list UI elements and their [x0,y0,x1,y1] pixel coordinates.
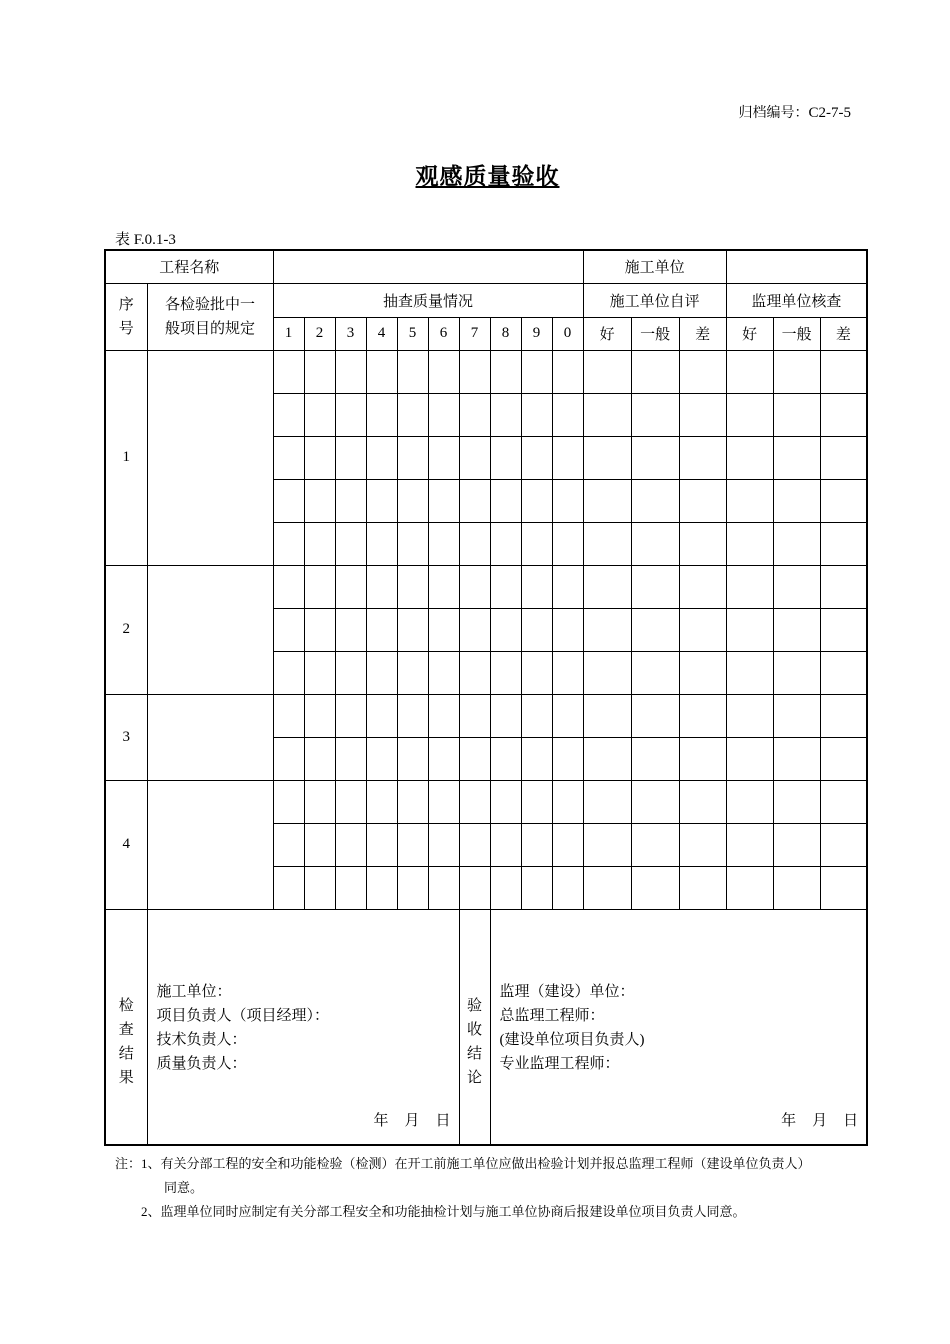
sample-cell[interactable] [366,608,397,651]
sample-cell[interactable] [490,823,521,866]
sample-cell[interactable] [335,522,366,565]
rating-cell[interactable] [631,608,679,651]
group-item-cell[interactable] [147,694,273,780]
rating-cell[interactable] [726,393,773,436]
sample-cell[interactable] [490,393,521,436]
sample-cell[interactable] [552,823,583,866]
table-row [105,350,867,393]
acceptance-char: 论 [467,1069,483,1086]
rating-cell[interactable] [820,522,867,565]
sample-cell[interactable] [335,608,366,651]
sample-cell[interactable] [273,350,304,393]
item-label-1: 各检验批中一 [165,296,256,313]
sample-cell[interactable] [304,780,335,823]
rating-cell[interactable] [631,393,679,436]
sample-cell[interactable] [428,694,459,737]
rating-cell[interactable] [583,479,631,522]
acceptance-label [459,909,490,1145]
check-char: 查 [118,1021,134,1038]
sample-cell[interactable] [459,694,490,737]
sample-cell[interactable] [335,780,366,823]
rating-cell[interactable] [726,350,773,393]
sample-cell[interactable] [366,651,397,694]
self-normal: 一般 [631,317,679,350]
sample-cell[interactable] [459,780,490,823]
month-label: 月 [404,1113,420,1129]
note-2: 2、监理单位同时应制定有关分部工程安全和功能抽检计划与施工单位协商后报建设单位项目负责人同意。 [141,1204,746,1219]
sample-cell[interactable] [304,522,335,565]
group-item-cell[interactable] [147,780,273,909]
construction-unit-label: 施工单位 [583,250,726,283]
rating-cell[interactable] [820,780,867,823]
sample-cell[interactable] [335,393,366,436]
group-item-cell[interactable] [147,565,273,694]
sample-cell[interactable] [428,651,459,694]
group-seq: 3 [105,694,147,780]
rating-cell[interactable] [820,479,867,522]
sample-cell[interactable] [335,565,366,608]
sample-cell[interactable] [521,479,552,522]
sample-cell[interactable] [521,608,552,651]
sample-cell[interactable] [552,350,583,393]
seq-header [105,283,147,350]
rating-cell[interactable] [726,651,773,694]
sample-cell[interactable] [521,866,552,909]
day-label: 日 [843,1113,859,1129]
seq-label-2: 号 [118,320,134,337]
rating-cell[interactable] [820,436,867,479]
rating-cell[interactable] [679,866,726,909]
rating-cell[interactable] [726,866,773,909]
sample-cell[interactable] [335,350,366,393]
sample-col: 2 [304,317,335,350]
sample-cell[interactable] [273,479,304,522]
rating-cell[interactable] [679,522,726,565]
rating-cell[interactable] [726,565,773,608]
month-label: 月 [812,1113,828,1129]
sample-cell[interactable] [490,694,521,737]
table-row [105,694,867,737]
sample-cell[interactable] [459,737,490,780]
sample-cell[interactable] [521,694,552,737]
rating-cell[interactable] [773,866,820,909]
sample-cell[interactable] [521,823,552,866]
rating-cell[interactable] [631,479,679,522]
sample-cell[interactable] [273,565,304,608]
rating-cell[interactable] [631,866,679,909]
rating-cell[interactable] [820,393,867,436]
sample-cell[interactable] [490,737,521,780]
rating-cell[interactable] [679,737,726,780]
sample-cell[interactable] [459,608,490,651]
sample-cell[interactable] [273,393,304,436]
sample-cell[interactable] [521,565,552,608]
sample-cell[interactable] [273,436,304,479]
rating-cell[interactable] [820,866,867,909]
sample-col: 3 [335,317,366,350]
rating-cell[interactable] [773,780,820,823]
rating-cell[interactable] [679,694,726,737]
sample-cell[interactable] [490,436,521,479]
rating-cell[interactable] [631,823,679,866]
sample-cell[interactable] [273,522,304,565]
chief-engineer-sign: 总监理工程师： [499,1007,605,1024]
sample-cell[interactable] [459,393,490,436]
project-manager-sign: 项目负责人（项目经理）： [156,1007,330,1024]
archive-value: C2-7-5 [808,105,851,121]
sample-cell[interactable] [397,436,428,479]
rating-cell[interactable] [679,350,726,393]
sample-cell[interactable] [428,393,459,436]
sample-cell[interactable] [428,522,459,565]
rating-cell[interactable] [726,479,773,522]
sample-cell[interactable] [397,522,428,565]
sample-cell[interactable] [397,565,428,608]
sample-cell[interactable] [304,350,335,393]
archive-label: 归档编号： [738,105,809,121]
sample-cell[interactable] [304,651,335,694]
sample-cell[interactable] [304,737,335,780]
rating-cell[interactable] [679,823,726,866]
rating-cell[interactable] [726,694,773,737]
self-poor: 差 [679,317,726,350]
sample-cell[interactable] [552,565,583,608]
sample-cell[interactable] [397,737,428,780]
rating-cell[interactable] [773,350,820,393]
sample-cell[interactable] [552,651,583,694]
sample-cell[interactable] [521,737,552,780]
sample-cell[interactable] [490,479,521,522]
rating-cell[interactable] [773,436,820,479]
sample-cell[interactable] [304,479,335,522]
sample-cell[interactable] [304,393,335,436]
sample-cell[interactable] [335,694,366,737]
acceptance-char: 验 [467,997,483,1014]
sample-cell[interactable] [521,350,552,393]
group-item-cell[interactable] [147,350,273,565]
sample-col: 0 [552,317,583,350]
check-result-block[interactable] [147,909,459,1145]
sample-cell[interactable] [490,866,521,909]
sample-cell[interactable] [490,651,521,694]
sample-cell[interactable] [397,479,428,522]
specialist-engineer-sign: 专业监理工程师： [499,1055,620,1072]
sample-cell[interactable] [366,780,397,823]
sample-cell[interactable] [521,522,552,565]
sample-cell[interactable] [273,823,304,866]
note-1-cont: 同意。 [164,1180,204,1195]
rating-cell[interactable] [820,608,867,651]
sample-cell[interactable] [521,393,552,436]
sample-cell[interactable] [366,565,397,608]
sample-cell[interactable] [459,565,490,608]
acceptance-char: 结 [467,1045,483,1062]
rating-cell[interactable] [679,565,726,608]
sample-header: 抽查质量情况 [273,283,583,317]
sample-cell[interactable] [273,651,304,694]
rating-cell[interactable] [583,608,631,651]
rating-cell[interactable] [583,565,631,608]
rating-cell[interactable] [631,350,679,393]
acceptance-block[interactable] [490,909,867,1145]
check-date [357,1109,450,1130]
tech-lead-sign: 技术负责人： [156,1031,247,1048]
sample-cell[interactable] [273,866,304,909]
rating-cell[interactable] [773,479,820,522]
table-code: 表 F.0.1-3 [115,232,176,248]
owner-lead-sign: (建设单位项目负责人) [499,1031,645,1048]
sample-cell[interactable] [273,737,304,780]
construction-unit-sign: 施工单位： [156,983,232,1000]
item-label-2: 般项目的规定 [165,320,256,337]
group-seq: 2 [105,565,147,694]
supervision-unit-sign: 监理（建设）单位： [499,983,635,1000]
sample-cell[interactable] [428,350,459,393]
sample-cell[interactable] [459,479,490,522]
sample-cell[interactable] [304,436,335,479]
sample-cell[interactable] [366,694,397,737]
rating-cell[interactable] [583,393,631,436]
rating-cell[interactable] [820,694,867,737]
group-seq: 4 [105,780,147,909]
supervisor-header: 监理单位核查 [726,283,867,317]
day-label: 日 [435,1113,451,1129]
sample-cell[interactable] [428,436,459,479]
sample-cell[interactable] [397,823,428,866]
sample-cell[interactable] [428,608,459,651]
year-label: 年 [781,1113,797,1129]
sample-cell[interactable] [366,737,397,780]
inspection-form [104,249,868,1146]
sample-cell[interactable] [304,694,335,737]
sample-col: 4 [366,317,397,350]
rating-cell[interactable] [773,608,820,651]
rating-cell[interactable] [631,565,679,608]
rating-cell[interactable] [679,479,726,522]
rating-cell[interactable] [820,350,867,393]
self-eval-header: 施工单位自评 [583,283,726,317]
rating-cell[interactable] [773,565,820,608]
sample-cell[interactable] [366,436,397,479]
check-char: 结 [118,1045,134,1062]
sample-cell[interactable] [428,479,459,522]
self-good: 好 [583,317,631,350]
sample-cell[interactable] [552,479,583,522]
sample-cell[interactable] [366,350,397,393]
sample-cell[interactable] [397,651,428,694]
construction-unit-field[interactable] [726,250,867,283]
sample-cell[interactable] [552,522,583,565]
rating-cell[interactable] [726,780,773,823]
sample-cell[interactable] [552,393,583,436]
sample-cell[interactable] [335,737,366,780]
rating-cell[interactable] [726,823,773,866]
sample-cell[interactable] [428,565,459,608]
rating-cell[interactable] [583,694,631,737]
page-title: 观感质量验收 [415,164,560,190]
year-label: 年 [373,1113,389,1129]
rating-cell[interactable] [773,823,820,866]
sample-cell[interactable] [397,350,428,393]
rating-cell[interactable] [631,436,679,479]
sample-cell[interactable] [490,522,521,565]
sample-cell[interactable] [459,651,490,694]
sample-cell[interactable] [552,866,583,909]
sup-normal: 一般 [773,317,820,350]
rating-cell[interactable] [631,522,679,565]
sample-cell[interactable] [552,737,583,780]
sample-cell[interactable] [397,694,428,737]
sample-cell[interactable] [552,436,583,479]
rating-cell[interactable] [773,522,820,565]
rating-cell[interactable] [583,866,631,909]
sample-cell[interactable] [335,479,366,522]
sample-cell[interactable] [490,608,521,651]
rating-cell[interactable] [583,350,631,393]
seq-label-1: 序 [118,296,134,313]
acceptance-date [765,1109,858,1130]
sample-cell[interactable] [552,694,583,737]
sample-cell[interactable] [428,737,459,780]
sample-cell[interactable] [273,608,304,651]
archive-number [739,102,852,122]
acceptance-char: 收 [467,1021,483,1038]
sample-cell[interactable] [273,694,304,737]
sample-cell[interactable] [521,651,552,694]
sample-cell[interactable] [397,780,428,823]
sample-cell[interactable] [366,823,397,866]
project-name-label: 工程名称 [105,250,273,283]
sup-poor: 差 [820,317,867,350]
sample-col: 1 [273,317,304,350]
sample-cell[interactable] [304,608,335,651]
sample-cell[interactable] [366,866,397,909]
rating-cell[interactable] [679,780,726,823]
sample-cell[interactable] [304,823,335,866]
sample-cell[interactable] [459,436,490,479]
sample-cell[interactable] [335,866,366,909]
sample-cell[interactable] [428,866,459,909]
sample-cell[interactable] [521,436,552,479]
quality-lead-sign: 质量负责人： [156,1055,247,1072]
rating-cell[interactable] [820,565,867,608]
sample-cell[interactable] [428,823,459,866]
rating-cell[interactable] [773,651,820,694]
sample-cell[interactable] [335,436,366,479]
rating-cell[interactable] [679,608,726,651]
table-row [105,565,867,608]
rating-cell[interactable] [820,737,867,780]
rating-cell[interactable] [631,737,679,780]
rating-cell[interactable] [726,737,773,780]
project-name-field[interactable] [273,250,583,283]
sample-cell[interactable] [366,479,397,522]
sample-cell[interactable] [459,350,490,393]
rating-cell[interactable] [679,436,726,479]
sample-cell[interactable] [304,565,335,608]
rating-cell[interactable] [726,436,773,479]
rating-cell[interactable] [679,393,726,436]
sup-good: 好 [726,317,773,350]
table-row [105,780,867,823]
rating-cell[interactable] [631,694,679,737]
group-seq: 1 [105,350,147,565]
sample-cell[interactable] [521,780,552,823]
rating-cell[interactable] [583,780,631,823]
rating-cell[interactable] [631,780,679,823]
check-char: 果 [118,1069,134,1086]
sample-col: 5 [397,317,428,350]
item-header [147,283,273,350]
sample-cell[interactable] [397,866,428,909]
sample-cell[interactable] [304,866,335,909]
rating-cell[interactable] [631,651,679,694]
notes [115,1152,811,1224]
sample-cell[interactable] [273,780,304,823]
sample-cell[interactable] [459,522,490,565]
rating-cell[interactable] [583,651,631,694]
sample-col: 6 [428,317,459,350]
sample-cell[interactable] [397,393,428,436]
sample-cell[interactable] [490,780,521,823]
rating-cell[interactable] [726,522,773,565]
sample-cell[interactable] [366,393,397,436]
rating-cell[interactable] [820,651,867,694]
sample-cell[interactable] [552,780,583,823]
check-result-label [105,909,147,1145]
sample-cell[interactable] [490,565,521,608]
rating-cell[interactable] [583,823,631,866]
rating-cell[interactable] [773,393,820,436]
rating-cell[interactable] [726,608,773,651]
sample-cell[interactable] [335,823,366,866]
sample-cell[interactable] [397,608,428,651]
sample-cell[interactable] [428,780,459,823]
sample-col: 8 [490,317,521,350]
check-char: 检 [118,997,134,1014]
sample-cell[interactable] [459,866,490,909]
rating-cell[interactable] [773,694,820,737]
sample-cell[interactable] [366,522,397,565]
rating-cell[interactable] [583,522,631,565]
rating-cell[interactable] [820,823,867,866]
rating-cell[interactable] [583,436,631,479]
rating-cell[interactable] [679,651,726,694]
sample-cell[interactable] [490,350,521,393]
sample-cell[interactable] [552,608,583,651]
note-1: 注：1、有关分部工程的安全和功能检验（检测）在开工前施工单位应做出检验计划并报总监理工程师（建设单位负责人） [115,1156,811,1171]
sample-col: 7 [459,317,490,350]
sample-cell[interactable] [459,823,490,866]
sample-col: 9 [521,317,552,350]
rating-cell[interactable] [583,737,631,780]
sample-cell[interactable] [335,651,366,694]
rating-cell[interactable] [773,737,820,780]
